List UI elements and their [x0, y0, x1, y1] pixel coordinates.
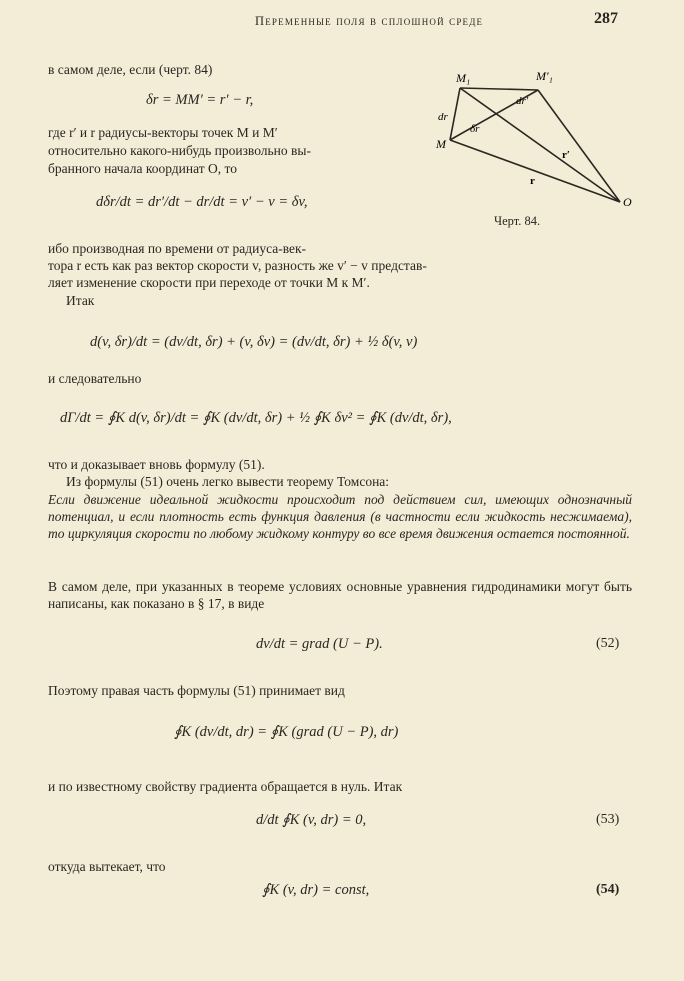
text-line: Итак [66, 293, 95, 308]
equation-d-v-delta-r: d(v, δr)/dt = (dv/dt, δr) + (v, δv) = (dv/dt, δr) + ½ δ(v, v) [90, 334, 418, 350]
label-drprime: dr′ [516, 95, 529, 107]
figure-84 [430, 60, 670, 230]
equation-54: ∮K (v, dr) = const, [262, 882, 370, 898]
text-line: тора r есть как раз вектор скорости v, разность же v′ − v представ- [48, 258, 427, 273]
text-line: откуда вытекает, что [48, 859, 166, 874]
figure-line [460, 88, 538, 90]
figure-caption: Черт. 84. [494, 214, 541, 228]
label-M1: M₁ [456, 71, 471, 85]
page-number: 287 [594, 10, 618, 27]
equation-number: (54) [596, 882, 620, 897]
figure-line [460, 88, 620, 202]
equation-grad: ∮K (dv/dt, dr) = ∮K (grad (U − P), dr) [174, 724, 399, 740]
label-O: O [623, 195, 632, 209]
text-line: где r′ и r радиусы-векторы точек M и M′ [48, 125, 278, 140]
figure-line [450, 140, 620, 202]
label-r: r [530, 175, 535, 187]
equation-gamma: dΓ/dt = ∮K d(v, δr)/dt = ∮K (dv/dt, δr) + ½ ∮K δv² = ∮K (dv/dt, δr), [60, 410, 452, 426]
text-line: в самом деле, если (черт. 84) [48, 62, 213, 77]
text-line: Поэтому правая часть формулы (51) принимает вид [48, 683, 345, 698]
figure-line [538, 90, 620, 202]
equation-52: dv/dt = grad (U − P). [256, 636, 383, 652]
label-M: M [436, 137, 446, 151]
text-line: бранного начала координат O, то [48, 161, 237, 176]
label-M1prime: M′₁ [536, 69, 553, 83]
text-line: что и доказывает вновь формулу (51). [48, 457, 265, 472]
equation-number: (53) [596, 812, 620, 827]
text-line: ляет изменение скорости при переходе от точки M к M′. [48, 275, 370, 290]
running-header: Переменные поля в сплошной среде [255, 14, 484, 28]
figure-line [450, 88, 460, 140]
equation-delta-r: δr = MM′ = r′ − r, [146, 92, 254, 108]
label-delta-r: δr [470, 123, 480, 135]
text-line: относительно какого-нибудь произвольно вы- [48, 143, 311, 158]
label-dr: dr [438, 111, 448, 123]
equation-d-delta-r: dδr/dt = dr′/dt − dr/dt = v′ − v = δv, [96, 194, 308, 210]
text-line: Из формулы (51) очень легко вывести теорему Томсона: [66, 474, 390, 489]
theorem-text: Если движение идеальной жидкости происходит под действием сил, имеющих однозначный потенциал, и если плотность есть функция давления (в частности если жидкость несжимаема), то циркуляция скорости по любому жидкому контуру во все время движения остается постоянной. [48, 492, 632, 541]
label-rprime: r′ [562, 149, 570, 161]
equation-number: (52) [596, 636, 620, 651]
equation-53: d/dt ∮K (v, dr) = 0, [256, 812, 367, 828]
text-line: и по известному свойству градиента обращается в нуль. Итак [48, 779, 403, 794]
text-line: ибо производная по времени от радиуса-век- [48, 241, 307, 256]
text-line: и следовательно [48, 371, 142, 386]
text-paragraph: В самом деле, при указанных в теореме условиях основные уравнения гидродинамики могут быть написаны, как показано в § 17, в виде [48, 579, 632, 611]
